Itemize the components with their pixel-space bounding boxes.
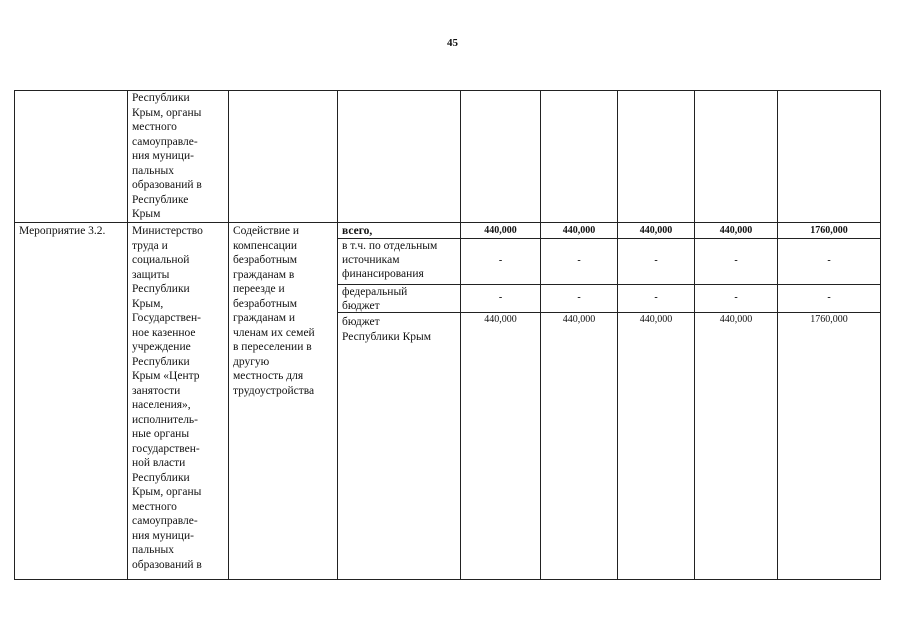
value-cell: - bbox=[654, 255, 658, 266]
page-number: 45 bbox=[447, 37, 458, 49]
grid-line bbox=[777, 90, 778, 580]
grid-line bbox=[880, 90, 881, 580]
grid-line bbox=[14, 579, 881, 580]
event-name-cell: Мероприятие 3.2. bbox=[19, 225, 106, 237]
value-cell: 1760,000 bbox=[810, 314, 848, 325]
value-cell: 440,000 bbox=[719, 314, 753, 325]
event-executor-cell: Министерство труда и социальной защиты Республики Крым, Государствен- ное казенное учреждение Республики Крым «Центр занятости населения», исполнитель- ные органы государствен- ной власти Республики Крым, органы местного самоуправле- ния муници- пальных образований в bbox=[132, 225, 203, 571]
value-cell: - bbox=[827, 255, 831, 266]
value-cell: 440,000 bbox=[639, 225, 673, 236]
grid-line bbox=[460, 90, 461, 580]
grid-line bbox=[127, 90, 128, 580]
value-cell: - bbox=[577, 255, 581, 266]
value-cell: 440,000 bbox=[719, 225, 753, 236]
value-cell: - bbox=[734, 255, 738, 266]
value-cell: 440,000 bbox=[484, 225, 517, 236]
value-cell: - bbox=[827, 292, 831, 303]
event-description-cell: Содействие и компенсации безработным гражданам в переезде и безработным гражданам и членам их семей в переселении в другую местность для трудоустройства bbox=[233, 225, 315, 397]
value-cell: 440,000 bbox=[484, 314, 517, 325]
value-cell: - bbox=[577, 292, 581, 303]
value-cell: 440,000 bbox=[639, 314, 673, 325]
source-label-federal: федеральный бюджет bbox=[342, 286, 408, 312]
grid-line bbox=[14, 222, 881, 223]
source-label-crimea: бюджет Республики Крым bbox=[342, 316, 431, 343]
grid-line bbox=[228, 90, 229, 580]
continued-executor-cell: Республики Крым, органы местного самоуправле- ния муници- пальных образований в Республике Крым bbox=[132, 92, 202, 220]
grid-line bbox=[694, 90, 695, 580]
grid-line bbox=[617, 90, 618, 580]
value-cell: 440,000 bbox=[562, 225, 596, 236]
value-cell: 1760,000 bbox=[810, 225, 848, 236]
value-cell: 440,000 bbox=[562, 314, 596, 325]
grid-line bbox=[337, 90, 338, 580]
value-cell: - bbox=[498, 292, 503, 303]
value-cell: - bbox=[734, 292, 738, 303]
source-label-separate: в т.ч. по отдельным источникам финансирования bbox=[342, 240, 438, 280]
source-label-total: всего, bbox=[342, 225, 373, 237]
value-cell: - bbox=[498, 255, 503, 266]
grid-line bbox=[14, 90, 15, 580]
grid-line bbox=[540, 90, 541, 580]
value-cell: - bbox=[654, 292, 658, 303]
